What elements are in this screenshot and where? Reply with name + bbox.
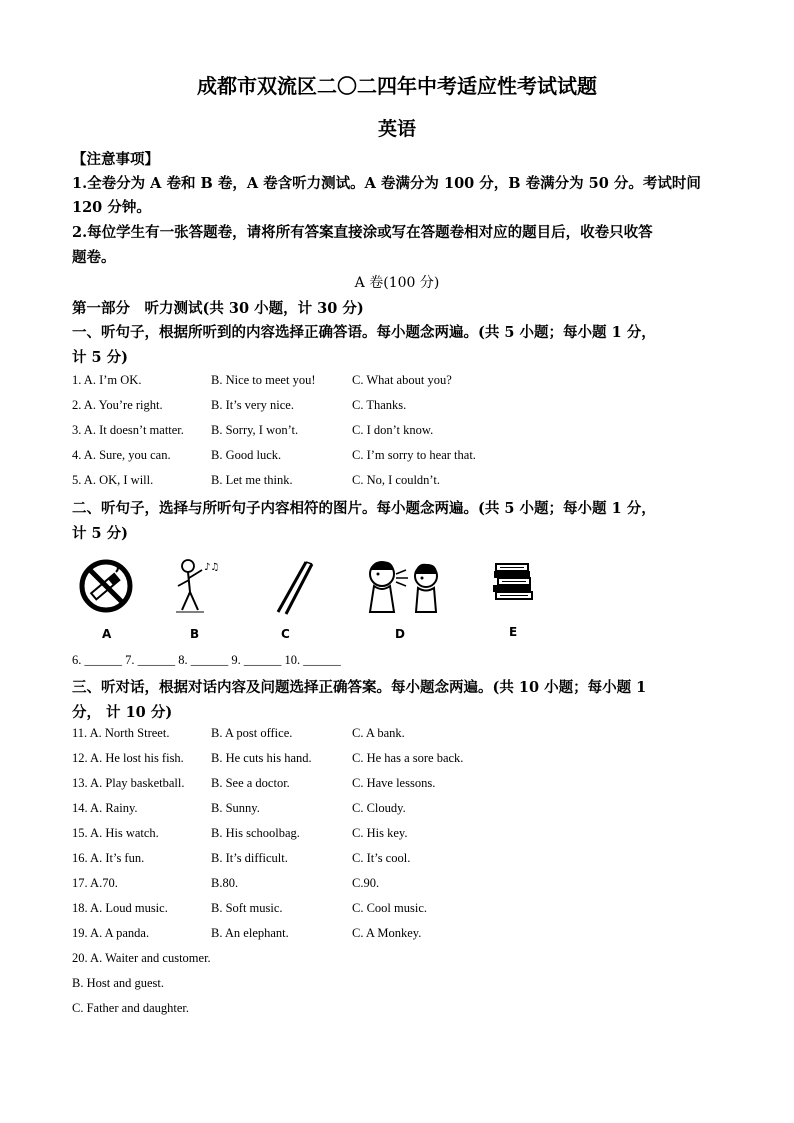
option-a: 2. A. You’re right. bbox=[72, 398, 163, 412]
option-a: 13. A. Play basketball. bbox=[72, 776, 185, 790]
picture-label-e: E bbox=[509, 625, 518, 639]
chopsticks-icon bbox=[270, 558, 318, 620]
option-a: 12. A. He lost his fish. bbox=[72, 751, 184, 765]
section2-heading: 二、听句子，选择与所听句子内容相符的图片。每小题念两遍。(共 5 小题；每小题 1 分， bbox=[72, 500, 656, 517]
option-a: 5. A. OK, I will. bbox=[72, 473, 154, 487]
option-c: C. Cool music. bbox=[352, 901, 428, 915]
part1-heading: 第一部分 听力测试(共 30 小题，计 30 分) bbox=[72, 300, 364, 317]
option-a: 1. A. I’m OK. bbox=[72, 373, 142, 387]
option-c: C. A bank. bbox=[352, 726, 405, 740]
option-c: C.90. bbox=[352, 876, 380, 890]
option-c: C. A Monkey. bbox=[352, 926, 422, 940]
picture-label-a: A bbox=[102, 627, 112, 641]
option-a: 14. A. Rainy. bbox=[72, 801, 138, 815]
section3-heading-cont: 分， 计 10 分) bbox=[72, 704, 173, 721]
notice-item-1-cont: 120 分钟。 bbox=[72, 199, 151, 216]
picture-label-d: D bbox=[395, 627, 405, 641]
option-b: B. Nice to meet you! bbox=[211, 373, 316, 387]
option-c: C. Thanks. bbox=[352, 398, 407, 412]
talking-people-icon bbox=[362, 556, 446, 620]
option-a: 19. A. A panda. bbox=[72, 926, 150, 940]
option-c: C. Have lessons. bbox=[352, 776, 436, 790]
option-a: 3. A. It doesn’t matter. bbox=[72, 423, 184, 437]
option-c: C. It’s cool. bbox=[352, 851, 411, 865]
exam-title: 成都市双流区二〇二四年中考适应性考试试题 bbox=[197, 74, 597, 98]
picture-label-c: C bbox=[281, 627, 290, 641]
option-c: C. I’m sorry to hear that. bbox=[352, 448, 476, 462]
option-c: C. His key. bbox=[352, 826, 408, 840]
option-c: C. He has a sore back. bbox=[352, 751, 464, 765]
option-b: B. A post office. bbox=[211, 726, 293, 740]
question-20-option-c: C. Father and daughter. bbox=[72, 1001, 189, 1015]
option-b: B. Good luck. bbox=[211, 448, 282, 462]
option-b: B. Sunny. bbox=[211, 801, 260, 815]
svg-text:♪♫: ♪♫ bbox=[204, 562, 220, 573]
option-a: 11. A. North Street. bbox=[72, 726, 170, 740]
section1-heading-cont: 计 5 分) bbox=[72, 349, 129, 366]
option-b: B.80. bbox=[211, 876, 239, 890]
option-b: B. An elephant. bbox=[211, 926, 289, 940]
notice-item-1: 1.全卷分为 A 卷和 B 卷，A 卷含听力测试。A 卷满分为 100 分，B 卷满分为 50 分。考试时间 bbox=[72, 175, 701, 192]
subject-title: 英语 bbox=[377, 118, 416, 140]
option-b: B. His schoolbag. bbox=[211, 826, 300, 840]
question-20-option-a: 20. A. Waiter and customer. bbox=[72, 951, 211, 965]
option-a: 17. A.70. bbox=[72, 876, 118, 890]
answer-blanks: 6. ______ 7. ______ 8. ______ 9. ______ 10. ______ bbox=[72, 653, 341, 667]
section3-heading: 三、听对话，根据对话内容及问题选择正确答案。每小题念两遍。(共 10 小题；每小题 1 bbox=[72, 679, 647, 696]
paper-a-heading: A 卷(100 分) bbox=[354, 275, 440, 291]
option-a: 4. A. Sure, you can. bbox=[72, 448, 171, 462]
option-c: C. No, I couldn’t. bbox=[352, 473, 440, 487]
option-a: 16. A. It’s fun. bbox=[72, 851, 145, 865]
option-a: 18. A. Loud music. bbox=[72, 901, 168, 915]
picture-label-b: B bbox=[190, 627, 200, 641]
option-c: C. What about you? bbox=[352, 373, 452, 387]
option-a: 15. A. His watch. bbox=[72, 826, 159, 840]
section1-heading: 一、听句子，根据所听到的内容选择正确答语。每小题念两遍。(共 5 小题；每小题 1 分， bbox=[72, 324, 656, 341]
book-stack-icon bbox=[490, 560, 538, 612]
option-b: B. Soft music. bbox=[211, 901, 283, 915]
no-smoking-icon bbox=[78, 558, 134, 618]
option-b: B. It’s very nice. bbox=[211, 398, 294, 412]
option-b: B. Let me think. bbox=[211, 473, 293, 487]
section2-heading-cont: 计 5 分) bbox=[72, 525, 129, 542]
notice-item-2: 2.每位学生有一张答题卷，请将所有答案直接涂或写在答题卷相对应的题目后，收卷只收答 bbox=[72, 224, 653, 241]
option-b: B. It’s difficult. bbox=[211, 851, 288, 865]
question-20-option-b: B. Host and guest. bbox=[72, 976, 165, 990]
option-c: C. Cloudy. bbox=[352, 801, 406, 815]
option-b: B. He cuts his hand. bbox=[211, 751, 312, 765]
singing-person-icon bbox=[170, 556, 222, 620]
option-b: B. See a doctor. bbox=[211, 776, 290, 790]
option-c: C. I don’t know. bbox=[352, 423, 434, 437]
option-b: B. Sorry, I won’t. bbox=[211, 423, 299, 437]
notice-heading: 【注意事项】 bbox=[72, 151, 159, 168]
notice-item-2-cont: 题卷。 bbox=[72, 249, 116, 266]
